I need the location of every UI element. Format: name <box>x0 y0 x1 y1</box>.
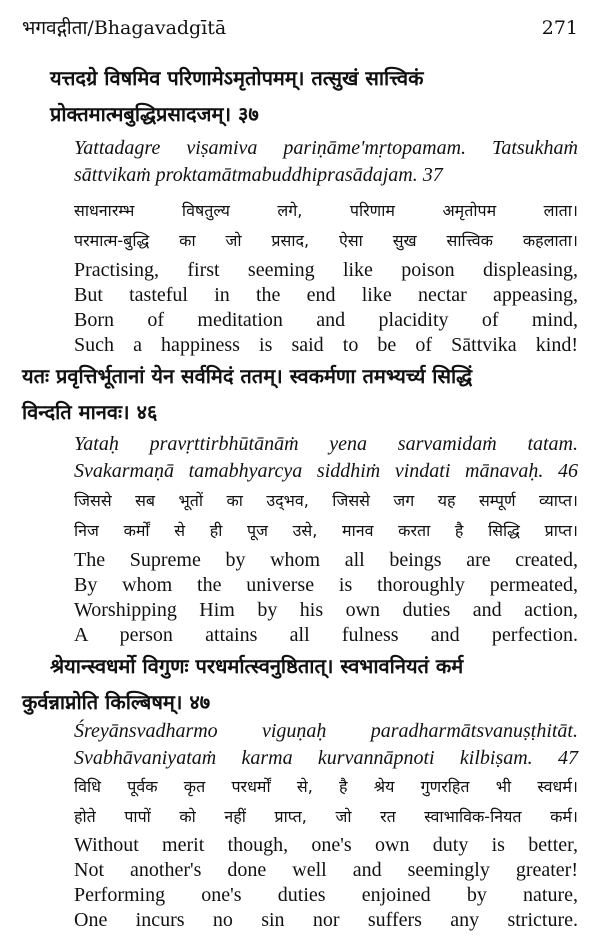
english-line: Practising, first seeming like poison displeasing, <box>74 259 578 281</box>
english-line: Not another's done well and seemingly greater! <box>74 859 578 881</box>
transliteration-line: Svakarmaṇā tamabhyarcya siddhiṁ vindati mānavaḥ. 46 <box>74 460 578 482</box>
sanskrit-line: विन्दति मानवः। ४६ <box>22 400 158 424</box>
hindi-line: निज कर्मों से ही पूज उसे, मानव करता है सिद्धि प्राप्त। <box>74 521 578 540</box>
english-line: Performing one's duties enjoined by nature, <box>74 884 578 906</box>
transliteration-line: sāttvikaṁ proktamātmabuddhiprasādajam. 37 <box>74 164 443 186</box>
sanskrit-line: कुर्वन्नाप्नोति किल्बिषम्। ४७ <box>22 690 211 714</box>
transliteration-line: Yattadagre viṣamiva pariṇāme'mṛtopamam. Tatsukhaṁ <box>74 137 578 159</box>
verse-46-transliteration <box>74 431 578 485</box>
verse-47-english <box>74 833 578 933</box>
verse-37-transliteration <box>74 135 578 189</box>
sanskrit-line: श्रेयान्स्वधर्मो विगुणः परधर्मात्स्वनुष्ठितात्। स्वभावनियतं कर्म <box>50 654 464 678</box>
english-line: One incurs no sin nor suffers any stricture. <box>74 909 578 931</box>
english-line: The Supreme by whom all beings are created, <box>74 549 578 571</box>
english-line: But tasteful in the end like nectar appeasing, <box>74 284 578 306</box>
hindi-line: साधनारम्भ विषतुल्य लगे, परिणाम अमृतोपम लाता। <box>74 201 578 220</box>
english-line: Such a happiness is said to be of Sāttvika kind! <box>74 334 578 356</box>
hindi-line: विधि पूर्वक कृत परधर्मों से, है श्रेय गुणरहित भी स्वधर्म। <box>74 777 578 796</box>
verse-47-hindi <box>74 772 578 832</box>
english-line: Born of meditation and placidity of mind, <box>74 309 578 331</box>
verse-46-english <box>74 548 578 648</box>
verse-37-hindi <box>74 196 578 256</box>
verse-46-sanskrit <box>22 358 578 430</box>
page-number: 271 <box>541 17 578 39</box>
sanskrit-line: प्रोक्तमात्मबुद्धिप्रसादजम्। ३७ <box>50 102 259 126</box>
transliteration-line: Svabhāvaniyataṁ karma kurvannāpnoti kilbiṣam. 47 <box>74 747 578 769</box>
transliteration-line: Śreyānsvadharmo viguṇaḥ paradharmātsvanuṣṭhitāt. <box>74 720 578 742</box>
hindi-line: जिससे सब भूतों का उद्‌भव, जिससे जग यह सम्पूर्ण व्याप्त। <box>74 491 578 510</box>
english-line: By whom the universe is thoroughly permeated, <box>74 574 578 596</box>
page-header <box>22 14 578 40</box>
verse-46-hindi <box>74 486 578 546</box>
hindi-line: परमात्म-बुद्धि का जो प्रसाद, ऐसा सुख सात्त्विक कहलाता। <box>74 231 578 250</box>
sanskrit-line: यतः प्रवृत्तिर्भूतानां येन सर्वमिदं ततम्। स्वकर्मणा तमभ्यर्च्य सिद्धिं <box>22 364 473 388</box>
english-line: A person attains all fulness and perfection. <box>74 624 578 646</box>
verse-47-transliteration <box>74 718 578 772</box>
english-line: Without merit though, one's own duty is better, <box>74 834 578 856</box>
english-line: Worshipping Him by his own duties and action, <box>74 599 578 621</box>
sanskrit-line: यत्तदग्रे विषमिव परिणामेऽमृतोपमम्। तत्सुखं सात्त्विकं <box>50 66 424 90</box>
verse-37-sanskrit <box>50 60 578 132</box>
transliteration-line: Yataḥ pravṛttirbhūtānāṁ yena sarvamidaṁ tatam. <box>74 433 578 455</box>
verse-37-english <box>74 258 578 358</box>
running-title: भगवद्गीता/Bhagavadgītā <box>22 17 227 39</box>
verse-47-sanskrit <box>22 648 578 720</box>
hindi-line: होते पापों को नहीं प्राप्त, जो रत स्वाभाविक-नियत कर्म। <box>74 807 578 826</box>
